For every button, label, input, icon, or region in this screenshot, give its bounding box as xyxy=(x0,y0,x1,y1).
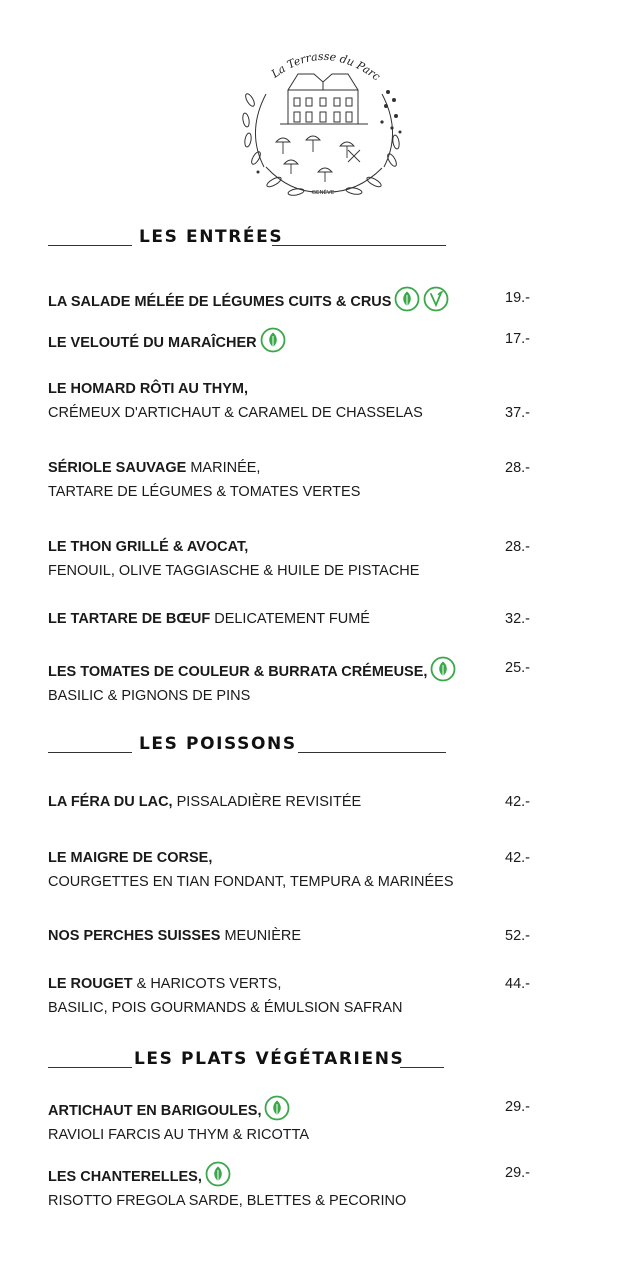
vegetarian-leaf-icon xyxy=(264,1095,290,1121)
dish-description: COURGETTES EN TIAN FONDANT, TEMPURA & MARINÉES xyxy=(48,874,454,890)
section-rule-left xyxy=(48,752,132,753)
dish-description: BASILIC & PIGNONS DE PINS xyxy=(48,688,251,704)
dish-name: LES CHANTERELLES, xyxy=(48,1169,202,1185)
restaurant-logo xyxy=(236,42,410,204)
dish-name: LE THON GRILLÉ & AVOCAT, xyxy=(48,539,249,555)
section-rule-right xyxy=(400,1067,444,1068)
section-header-vegetariens xyxy=(48,1048,448,1070)
dish-price: 29.- xyxy=(505,1099,530,1115)
dish-description: FENOUIL, OLIVE TAGGIASCHE & HUILE DE PISTACHE xyxy=(48,563,420,579)
menu-item xyxy=(48,846,588,894)
dish-detail: PISSALADIÈRE REVISITÉE xyxy=(172,794,362,810)
dish-price: 17.- xyxy=(505,331,530,347)
dish-description: CRÉMEUX D'ARTICHAUT & CARAMEL DE CHASSELAS xyxy=(48,405,423,421)
dish-description: TARTARE DE LÉGUMES & TOMATES VERTES xyxy=(48,484,361,500)
dish-price: 32.- xyxy=(505,611,530,627)
section-header-entrees xyxy=(48,226,448,248)
dish-name: LE VELOUTÉ DU MARAÎCHER xyxy=(48,335,257,351)
section-title: LES PLATS VÉGÉTARIENS xyxy=(134,1049,405,1069)
vegetarian-leaf-icon xyxy=(394,286,420,312)
dish-price: 44.- xyxy=(505,976,530,992)
vegetarian-leaf-icon xyxy=(260,327,286,353)
dish-description: RISOTTO FREGOLA SARDE, BLETTES & PECORINO xyxy=(48,1193,407,1209)
section-rule-right xyxy=(298,752,446,753)
menu-item xyxy=(48,1095,588,1147)
dish-price: 28.- xyxy=(505,539,530,555)
dish-name: LE TARTARE DE BŒUF xyxy=(48,611,211,627)
dish-name: LE ROUGET xyxy=(48,976,133,992)
section-header-poissons xyxy=(48,733,448,755)
dish-name: LA SALADE MÉLÉE DE LÉGUMES CUITS & CRUS xyxy=(48,294,392,310)
menu-item xyxy=(48,535,588,583)
menu-item xyxy=(48,656,588,708)
dish-price: 37.- xyxy=(505,405,530,421)
section-title: LES POISSONS xyxy=(139,734,297,754)
dish-price: 28.- xyxy=(505,460,530,476)
dish-name: ARTICHAUT EN BARIGOULES, xyxy=(48,1103,262,1119)
menu-item xyxy=(48,1161,588,1213)
dish-price: 19.- xyxy=(505,290,530,306)
dish-price: 25.- xyxy=(505,660,530,676)
section-title: LES ENTRÉES xyxy=(139,227,284,247)
dish-name: LE HOMARD RÔTI AU THYM, xyxy=(48,381,249,397)
svg-text:La Terrasse du Parc xyxy=(268,50,382,83)
section-rule-right xyxy=(272,245,446,246)
vegan-v-icon xyxy=(423,286,449,312)
dish-name: LES TOMATES DE COULEUR & BURRATA CRÉMEUSE, xyxy=(48,664,428,680)
menu-item xyxy=(48,972,588,1020)
menu-item xyxy=(48,327,588,355)
vegetarian-leaf-icon xyxy=(205,1161,231,1187)
dish-detail: DELICATEMENT FUMÉ xyxy=(210,611,370,627)
dish-name: LE MAIGRE DE CORSE, xyxy=(48,850,213,866)
dish-price: 42.- xyxy=(505,794,530,810)
dish-description: RAVIOLI FARCIS AU THYM & RICOTTA xyxy=(48,1127,310,1143)
menu-item xyxy=(48,456,588,504)
dish-name: LA FÉRA DU LAC, xyxy=(48,794,173,810)
logo-script-title: La Terrasse du Parc xyxy=(269,49,383,84)
dish-name: NOS PERCHES SUISSES xyxy=(48,928,221,944)
dish-name: SÉRIOLE SAUVAGE xyxy=(48,460,187,476)
dish-price: 52.- xyxy=(505,928,530,944)
dish-price: 29.- xyxy=(505,1165,530,1181)
menu-item xyxy=(48,790,588,814)
menu-item xyxy=(48,607,588,631)
menu-item xyxy=(48,377,588,425)
section-rule-left xyxy=(48,245,132,246)
section-rule-left xyxy=(48,1067,132,1068)
logo-city-text: GENÈVE xyxy=(311,190,335,196)
vegetarian-leaf-icon xyxy=(430,656,456,682)
dish-detail: & HARICOTS VERTS, xyxy=(132,976,282,992)
dish-detail: MEUNIÈRE xyxy=(220,928,302,944)
menu-item xyxy=(48,924,588,948)
dish-price: 42.- xyxy=(505,850,530,866)
dish-detail: MARINÉE, xyxy=(186,460,261,476)
dish-description: BASILIC, POIS GOURMANDS & ÉMULSION SAFRAN xyxy=(48,1000,403,1016)
menu-item xyxy=(48,286,588,314)
